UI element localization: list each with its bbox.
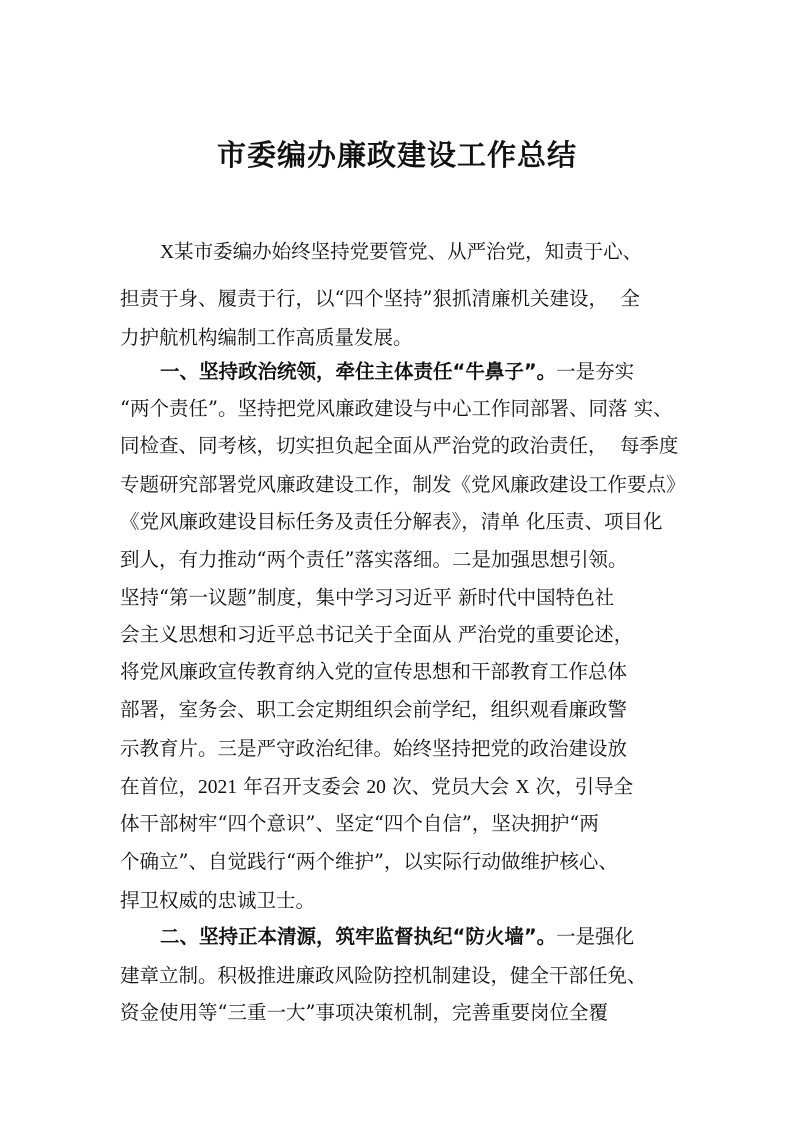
text-run: 同检查、同考核，切实担负起全面从严治党的政治责任， 每季度 (120, 434, 679, 457)
text-run: 一是强化 (556, 925, 635, 948)
document-title: 市委编办廉政建设工作总结 (216, 138, 577, 172)
text-run: X (515, 777, 530, 798)
text-run: 体干部树牢“四个意识”、坚定“四个自信”，坚决拥护“两 (120, 812, 599, 835)
body-line (120, 544, 627, 572)
text-run: 委编办始终坚持党要管党、从严治党，知责于心、 (213, 240, 643, 263)
body-line (120, 469, 686, 497)
text-run: 《党风廉政建设目标任务及责任分解表》，清单 化压责、项目化 (120, 510, 663, 533)
body-line (120, 733, 627, 761)
text-run: 部署，室务会、职工会定期组织会前学纪，组织观看廉政警 (120, 698, 628, 721)
text-run: 会主义思想和习近平总书记关于全面从 严治党的重要论述， (120, 623, 634, 646)
body-line (120, 619, 633, 647)
body-line (120, 808, 599, 836)
body-line (120, 771, 633, 799)
text-run: 资金使用等“三重一大”事项决策机制，完善重要岗位全覆 (120, 1001, 608, 1024)
text-run: 个确立”、自觉践行“两个维护”，以实际行动做维护核心、 (120, 850, 618, 873)
body-line (120, 283, 640, 311)
text-run: 2021 (198, 777, 238, 798)
body-line (120, 322, 413, 350)
body-line (120, 997, 608, 1025)
text-run: 将党风廉政宣传教育纳入党的宣传思想和干部教育工作总体 (120, 660, 628, 683)
body-line (120, 960, 647, 988)
text-run: 建章立制。积极推进廉政风险防控机制建设，健全干部任免、 (120, 964, 647, 987)
text-run: 担责于身、履责于行，以“四个坚持”狠抓清廉机关建设， 全 (120, 287, 640, 310)
text-run: 次、党员大会 (385, 775, 516, 798)
body-line (120, 694, 627, 722)
section-heading: 二、坚持正本清源，筑牢监督执纪“防火墙”。 (160, 925, 557, 948)
body-line (120, 885, 315, 913)
text-run: 捍卫权威的忠诚卫士。 (120, 889, 316, 912)
body-line (160, 236, 642, 264)
text-run: 在首位， (120, 775, 199, 798)
text-run: 到人，有力推动“两个责任”落实落细。二是加强思想引领。 (120, 548, 628, 571)
body-line (120, 430, 678, 458)
text-run: X某市 (160, 242, 214, 263)
body-line (120, 656, 627, 684)
body-line (120, 582, 614, 610)
body-line (160, 921, 634, 949)
section-heading: 一、坚持政治统领，牵住主体责任“牛鼻子”。 (160, 360, 557, 383)
text-run: “两个责任”。坚持把党风廉政建设与中心工作同部署、同落 实、 (120, 397, 673, 420)
text-run: 专题研究部署党风廉政建设工作，制发《党风廉政建设工作要点》 (120, 473, 686, 496)
text-run: 一是夯实 (556, 360, 635, 383)
body-line (120, 393, 673, 421)
text-run: 20 (366, 777, 386, 798)
body-line (120, 846, 618, 874)
text-run: 力护航机构编制工作高质量发展。 (120, 326, 413, 349)
text-run: 坚持“第一议题”制度，集中学习习近平 新时代中国特色社 (120, 586, 615, 609)
text-run: 年召开支委会 (237, 775, 367, 798)
text-run: 示教育片。三是严守政治纪律。始终坚持把党的政治建设放 (120, 737, 628, 760)
body-line (120, 506, 662, 534)
text-run: 次，引导全 (529, 775, 634, 798)
body-line (160, 356, 634, 384)
